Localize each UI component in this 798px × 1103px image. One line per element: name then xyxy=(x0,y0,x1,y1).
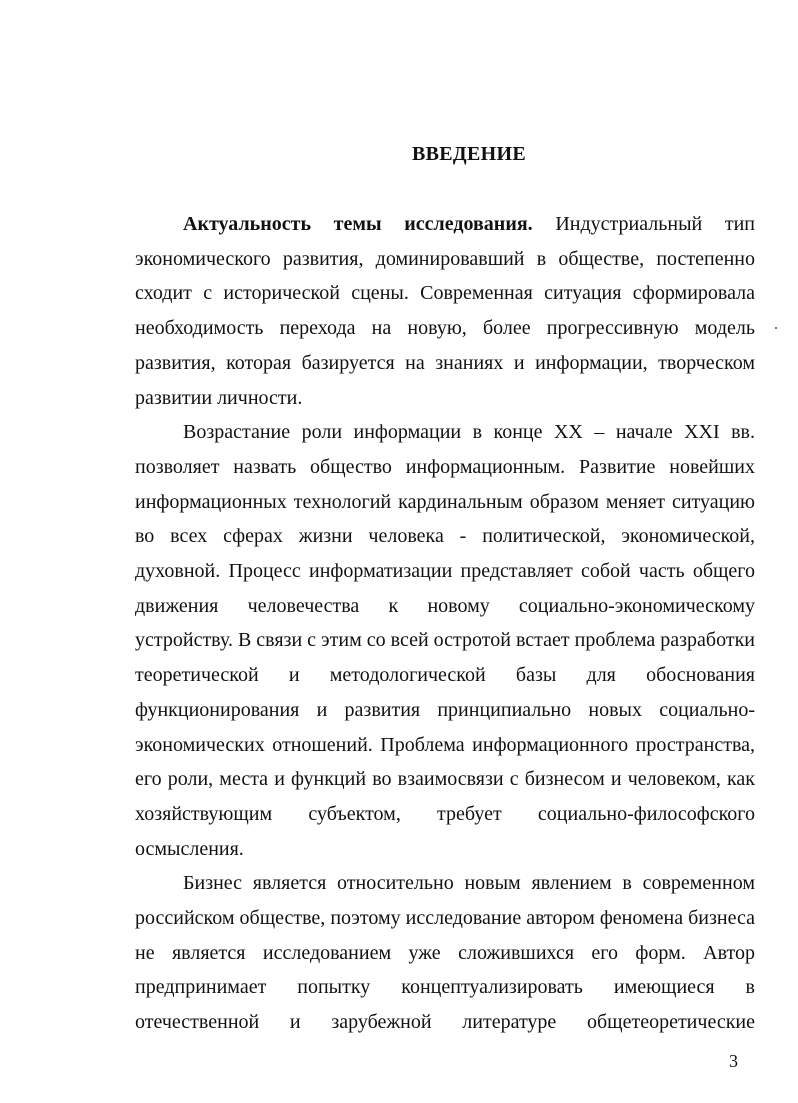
page-title: ВВЕДЕНИЕ xyxy=(412,143,526,165)
body-text xyxy=(135,207,755,1040)
paragraph-lead: Актуальность темы исследования. xyxy=(183,213,533,235)
paragraph-text: Индустриальный тип экономического развития, доминировавший в обществе, постепенно сходит с исторической сцены. Современная ситуация сформировала необходимость перехода на новую, более прогрессивную модель развития, которая базируется на знаниях и информации, творческом развитии личности. xyxy=(135,213,755,409)
page-number: 3 xyxy=(729,1051,738,1071)
scan-speck xyxy=(775,327,777,329)
paragraph-relevance xyxy=(135,207,755,415)
paragraph-information-role: Возрастание роли информации в конце XX – начале XXI вв. позволяет назвать общество информационным. Развитие новейших информационных технологий кардинальным образом меняет ситуацию во всех сферах жизни человека - политической, экономической, духовной. Процесс информатизации представляет собой часть общего движения человечества к новому социально-экономическому устройству. В связи с этим со всей остротой встает проблема разработки теоретической и методологической базы для обоснования функционирования и развития принципиально новых социально-экономических отношений. Проблема информационного пространства, его роли, места и функций во взаимосвязи с бизнесом и человеком, как хозяйствующим субъектом, требует социально-философского осмысления. xyxy=(135,421,755,860)
paragraph-business: Бизнес является относительно новым явлением в современном российском обществе, поэтому исследование автором феномена бизнеса не является исследованием уже сложившихся его форм. Автор предпринимает попытку концептуализировать имеющиеся в отечественной и зарубежной литературе общетеоретические xyxy=(135,872,755,1034)
